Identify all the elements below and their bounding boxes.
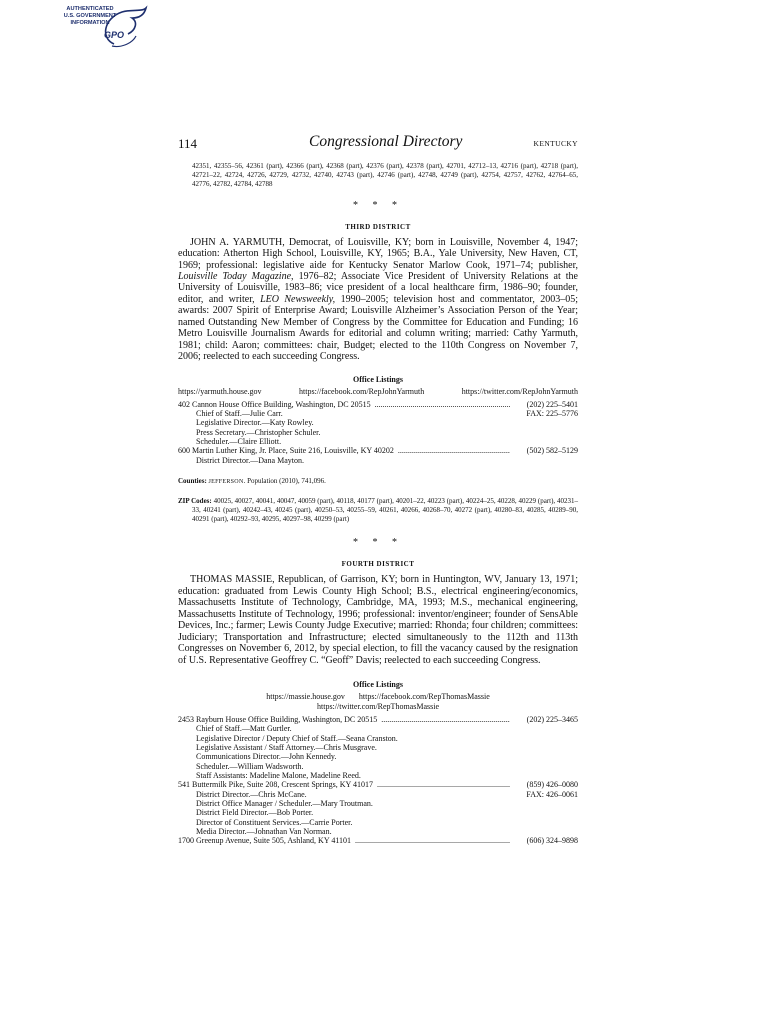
directory-page — [178, 132, 578, 846]
office-listings — [178, 400, 578, 465]
staff-entry: Scheduler.—Claire Elliott. — [196, 436, 282, 446]
counties-label: Counties: — [178, 477, 207, 485]
staff-entry: Legislative Director.—Katy Rowley. — [196, 418, 314, 428]
zip-codes — [178, 497, 578, 523]
office-listings-heading: Office Listings — [353, 680, 403, 690]
page-header — [178, 132, 578, 154]
twitter-link[interactable]: https://twitter.com/RepJohnYarmuth — [461, 386, 578, 396]
office-address: 402 Cannon House Office Building, Washington, DC 20515 — [178, 399, 371, 409]
staff-entry: Scheduler.—William Wadsworth. — [196, 761, 304, 771]
web-links — [178, 702, 578, 711]
staff-entry: Chief of Staff.—Julie Carr. — [196, 408, 283, 418]
gpo-line-2: U.S. GOVERNMENT — [63, 13, 117, 19]
office-phone: (859) 426–0080 — [526, 780, 578, 790]
office-row — [178, 715, 578, 724]
zip-list: 40025, 40027, 40041, 40047, 40059 (part), 40118, 40177 (part), 40201–22, 40223 (part), 40224–25, 40228, 40229 (part), 40231–33, 40241 (part), 40242–43, 40245 (part), 40250–53, 40255–59, 40261, 40266, 40268–70, 40272 (part), 40280–83, 40285, 40289–90, 40291 (part), 40292–93, 40295, 40297–98, 40299 (part) — [192, 497, 578, 523]
bio-name: JOHN A. YARMUTH — [190, 236, 283, 248]
eagle-logo-icon — [92, 4, 152, 50]
web-links — [178, 692, 578, 701]
section-separator: * * * — [353, 199, 403, 211]
gpo-line-1: AUTHENTICATED — [66, 6, 114, 12]
staff-entry: Legislative Assistant / Staff Attorney.—Chris Musgrave. — [196, 743, 377, 753]
staff-entry: Press Secretary.—Christopher Schuler. — [196, 427, 321, 437]
office-address: 2453 Rayburn House Office Building, Washington, DC 20515 — [178, 715, 378, 725]
zip-label: ZIP Codes: — [178, 497, 212, 505]
office-phone: (502) 582–5129 — [526, 446, 578, 456]
fourth-district-heading: FOURTH DISTRICT — [341, 560, 415, 569]
staff-entry: Staff Assistants: Madeline Malone, Madeline Reed. — [196, 771, 361, 781]
section-separator: * * * — [353, 537, 403, 549]
bio-italic: LEO Newsweekly, — [260, 293, 336, 305]
gpo-line-3: INFORMATION — [70, 20, 110, 26]
office-fax: FAX: 225–5776 — [526, 408, 578, 418]
page-title: Congressional Directory — [309, 133, 463, 150]
third-district-heading: THIRD DISTRICT — [345, 222, 411, 231]
office-listings — [178, 715, 578, 846]
gpo-authentication-mark — [62, 4, 152, 50]
bio-italic: Louisville Today Magazine, — [178, 270, 294, 282]
population-text: . Population (2010), 741,096. — [243, 477, 326, 485]
office-phone: (606) 324–9898 — [526, 836, 578, 846]
bio-name: THOMAS MASSIE — [190, 574, 273, 586]
staff-entry: Legislative Director / Deputy Chief of Staff.—Seana Cranston. — [196, 733, 398, 743]
yarmuth-biography — [178, 237, 578, 363]
website-link[interactable]: https://yarmuth.house.gov — [178, 386, 262, 396]
counties-line — [178, 477, 578, 485]
office-address: 541 Buttermilk Pike, Suite 208, Crescent Springs, KY 41017 — [178, 780, 374, 790]
staff-entry: District Director.—Chris McCane. — [196, 789, 307, 799]
office-phone: (202) 225–3465 — [526, 715, 578, 725]
staff-entry: Chief of Staff.—Matt Gurtler. — [196, 724, 292, 734]
staff-entry: District Office Manager / Scheduler.—Mary Troutman. — [196, 799, 373, 809]
office-address: 1700 Greenup Avenue, Suite 505, Ashland, KY 41101 — [178, 836, 352, 846]
bio-text: 1976–82; Associate Vice President of University Relations at the University of Louisville, 1983–86; vice president of a local healthcare firm, 1986–90; founder, editor, and writer, — [178, 270, 578, 305]
facebook-link[interactable]: https://facebook.com/RepJohnYarmuth — [299, 386, 425, 396]
office-row — [178, 446, 578, 455]
facebook-link[interactable]: https://facebook.com/RepThomasMassie — [358, 692, 490, 702]
staff-entry: District Director.—Dana Mayton. — [196, 455, 304, 465]
office-phone: (202) 225–5401 — [526, 399, 578, 409]
staff-entry: District Field Director.—Bob Porter. — [196, 808, 314, 818]
staff-list — [178, 724, 578, 780]
staff-list — [178, 456, 578, 465]
bio-text: , Republican, of Garrison, KY; born in Huntington, WV, January 13, 1971; education: graduated from Lewis County High School; B.S., electrical engineering/economics, Massachusetts Institute of Technology, Cambridge, MA, 1993; M.S., mechanical engineering, Massachusetts Institute of Technology, 1996; professional: inventor/engineer; founder of SensAble Devices, Inc.; farmer; Lewis County Judge Executive; married: Rhonda; four children; committees: Judiciary; Transportation and Infrastructure; elected simultaneously to the 112th and 113th Congresses on November 6, 2012, by special election, to fill the vacancy caused by the resignation of U.S. Representative Geoffrey C. “Geoff” Davis; reelected to each succeeding Congress. — [178, 574, 578, 666]
twitter-link[interactable]: https://twitter.com/RepThomasMassie — [317, 702, 439, 712]
office-listings-heading: Office Listings — [353, 374, 403, 384]
website-link[interactable]: https://massie.house.gov — [266, 692, 345, 702]
web-links — [178, 387, 578, 396]
office-row — [178, 836, 578, 845]
staff-entry: Media Director.—Johnathan Van Norman. — [196, 827, 332, 837]
bio-text: 1990–2005; television host and commentator, 2003–05; awards: 2007 Spirit of Enterprise Award; Louisville Alzheimer’s Association Person of the Year; named Outstanding New Member of Congress by the Committee for Education and Funding; 16 Metro Louisville Journalism Awards for editorial and column writing; married: Cathy Yarmuth, 1981; child: Aaron; committees: chair, Budget; elected to the 110th Congress on November 7, 2006; reelected to each succeeding Congress. — [178, 293, 579, 363]
county-name: JEFFERSON — [208, 479, 244, 485]
office-fax: FAX: 426–0061 — [526, 789, 578, 799]
page-number: 114 — [178, 136, 198, 151]
state-name: KENTUCKY — [533, 139, 578, 148]
gpo-mark-text: GPO — [104, 30, 125, 40]
staff-entry: Communications Director.—John Kennedy. — [196, 752, 337, 762]
bio-text: , Democrat, of Louisville, KY; born in Louisville, November 4, 1947; education: Atherton High School, Louisville, KY, 1965; B.A., Yale University, New Haven, CT, 1969; professional: legislative aide for Kentucky Senator Marlow Cook, 1971–74; publisher, — [178, 236, 578, 271]
staff-entry: Director of Constituent Services.—Carrie Porter. — [196, 817, 353, 827]
massie-biography — [178, 574, 578, 666]
office-address: 600 Martin Luther King, Jr. Place, Suite 216, Louisville, KY 40202 — [178, 446, 394, 456]
previous-zip-continuation: 42351, 42355–56, 42361 (part), 42366 (part), 42368 (part), 42376 (part), 42378 (part), 42701, 42712–13, 42716 (part), 42718 (part), 42721–22, 42724, 42726, 42729, 42732, 42740, 42743 (part), 42746 (part), 42748, 42749 (part), 42754, 42757, 42762, 42764–65, 42776, 42782, 42784, 42788 — [192, 162, 578, 189]
